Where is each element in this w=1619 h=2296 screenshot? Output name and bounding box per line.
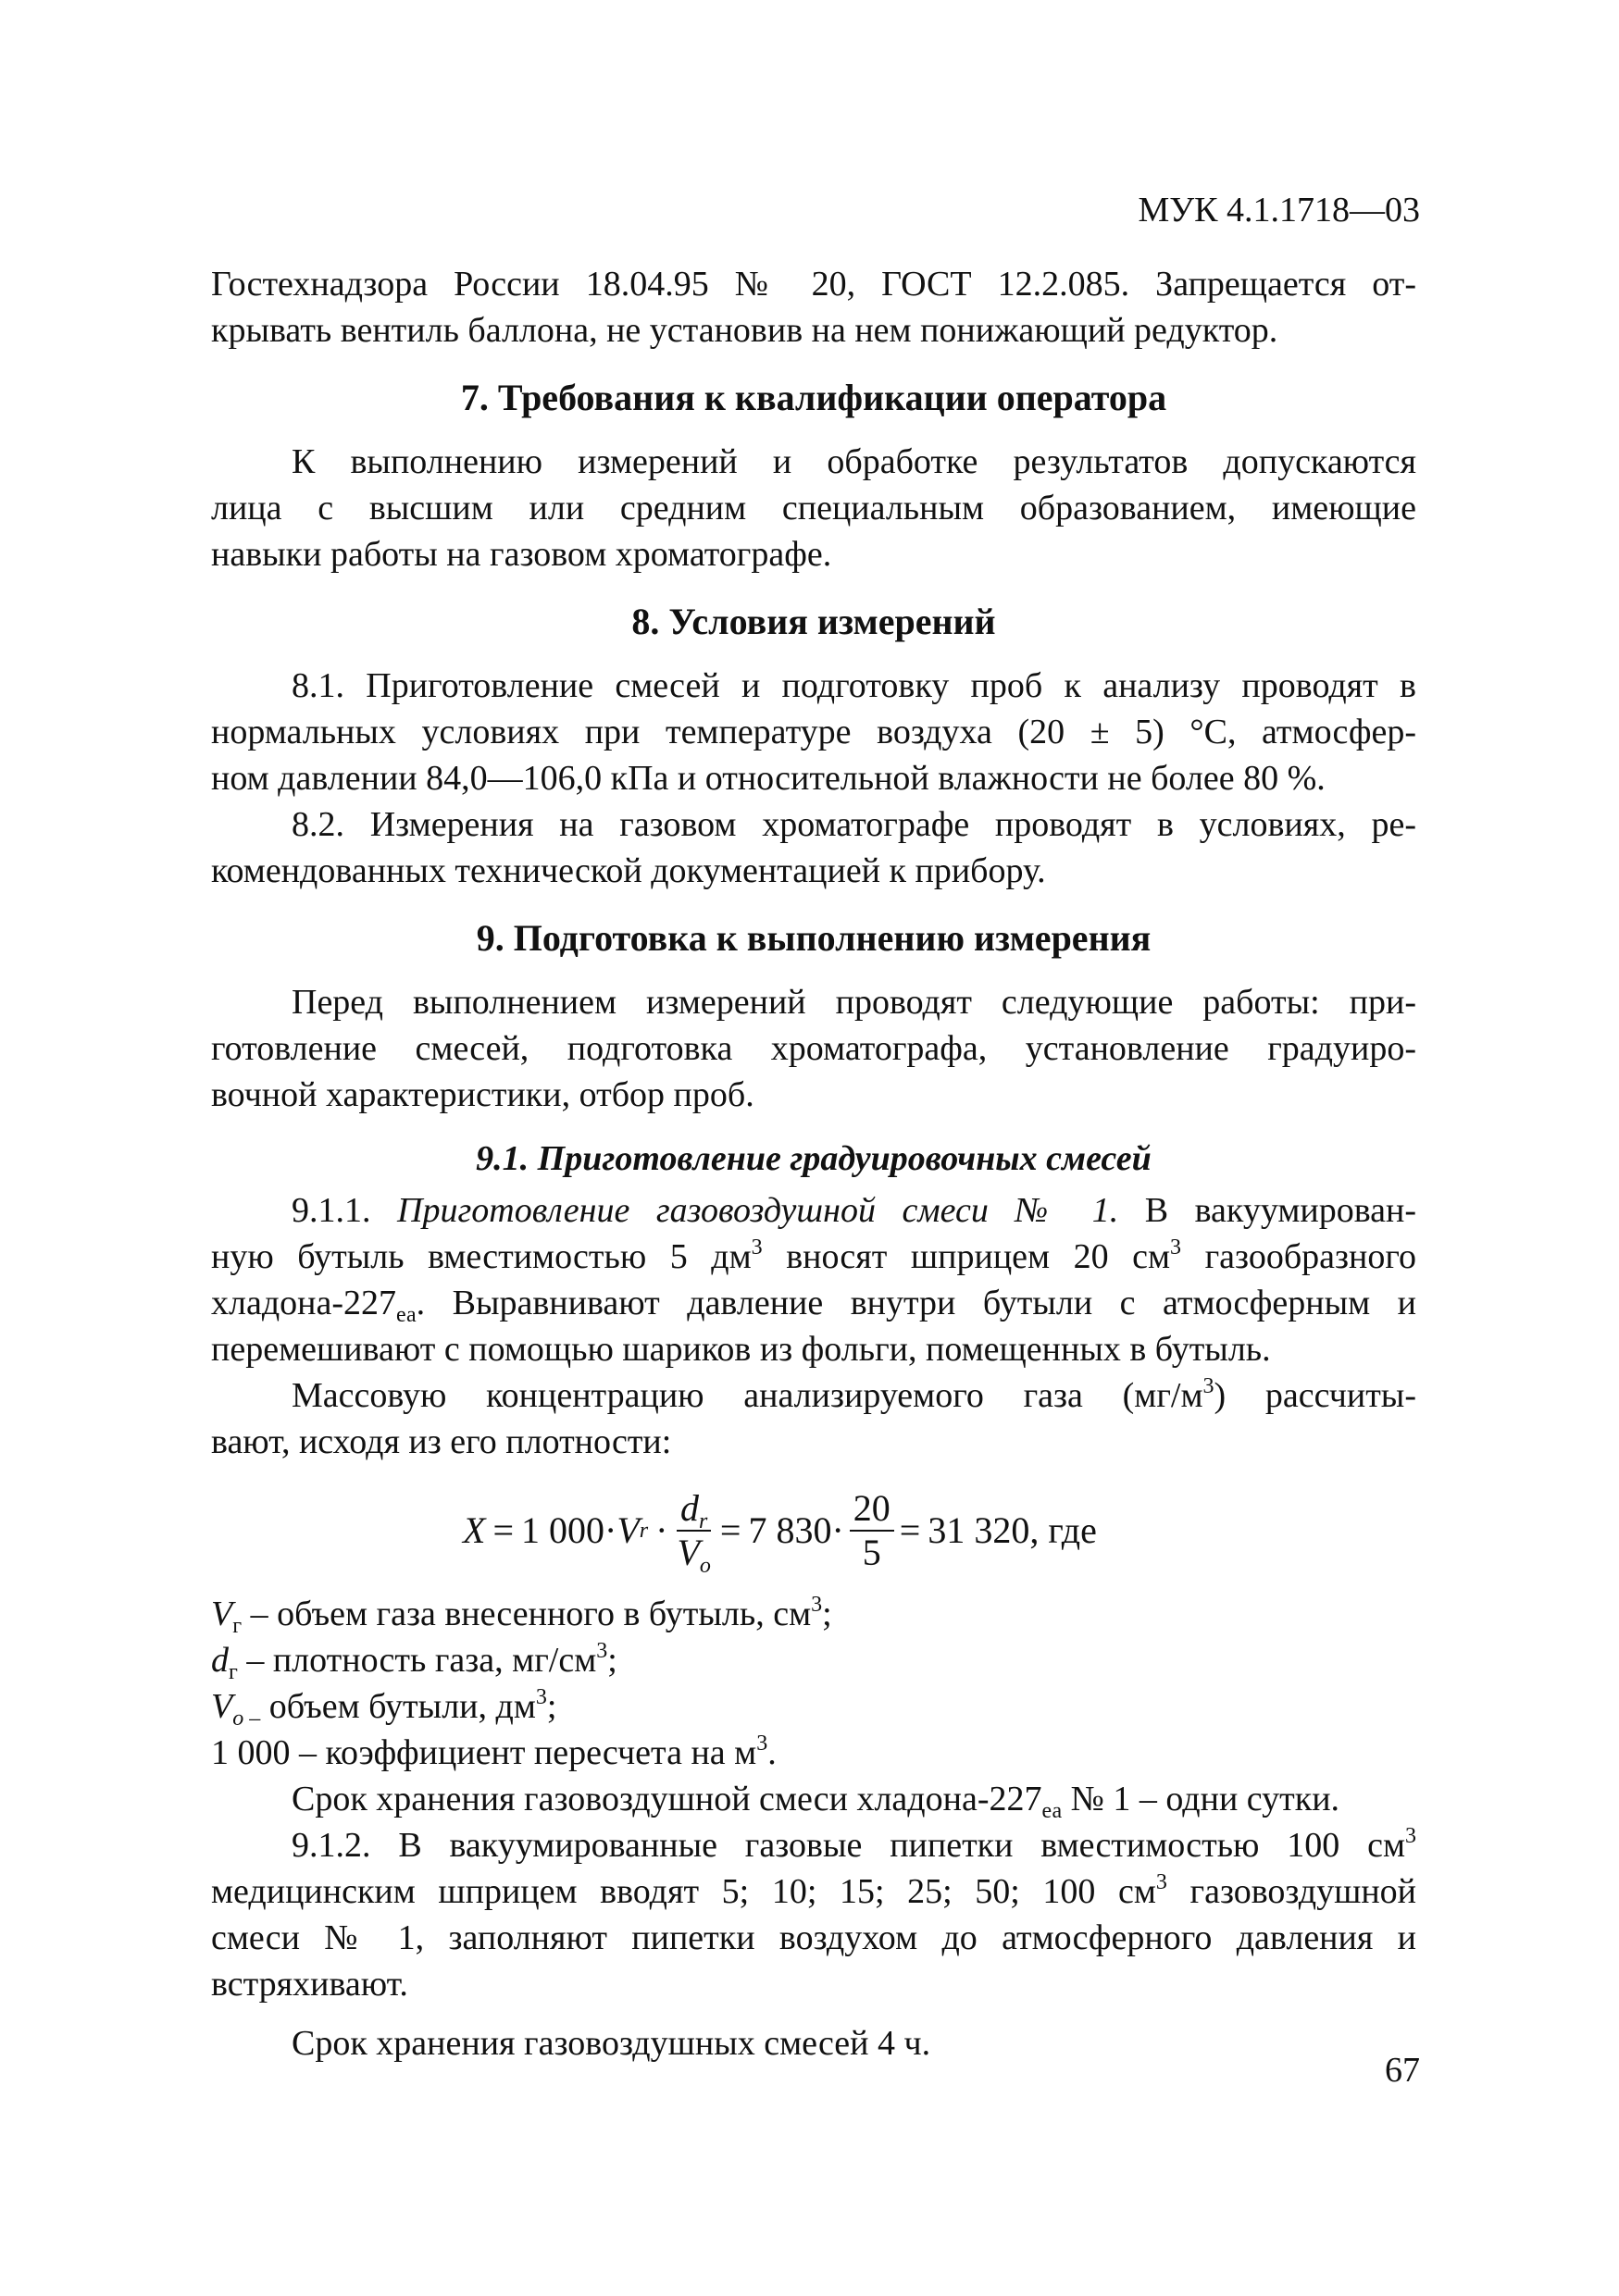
s8-p2-line-1: 8.2. Измерения на газовом хроматографе проводят в условиях, ре- [292, 805, 1416, 844]
density-fraction: $\frac{d_r}{V_o}$ [677, 1487, 711, 1578]
concentration-formula [211, 1478, 1416, 1587]
p911-line-4: перемешивают с помощью шариков из фольги, помещенных в бутыль. [211, 1330, 1271, 1369]
s8-p1-line-1: 8.1. Приготовление смесей и подготовку проб к анализу проводят в [292, 666, 1416, 705]
section-9-title: 9. Подготовка к выполнению измерения [476, 917, 1152, 959]
intro-line-2: крывать вентиль баллона, не установив на нем понижающий редуктор. [211, 311, 1278, 350]
def-dr: $d_г$ – плотность газа, $мг/см^3$; [211, 1639, 617, 1684]
formula-definitions [211, 1591, 1416, 1776]
storage-mix-1: Срок хранения газовоздушной смеси хладона-$227_{еа}$ № 1 – одни сутки. [292, 1780, 1340, 1823]
p912-line-4: встряхивают. [211, 1965, 408, 2004]
p912-line-2: медицинским шприцем вводят 5; 10; 15; 25; 50; 100 $см^3$ газовоздушной [211, 1870, 1417, 1911]
p912-line-1: 9.1.2. В вакуумированные газовые пипетки вместимостью 100 $см^3$ [292, 1824, 1416, 1865]
s8-p2-line-2: комендованных технической документацией к прибору. [211, 851, 1046, 890]
p911-line-1: 9.1.1. Приготовление газовоздушной смеси № 1. В вакуумирован- [292, 1191, 1417, 1230]
page-number: 67 [1385, 2051, 1420, 2090]
p911-line-2: ную бутыль вместимостью 5 $дм^3$ вносят шприцем 20 $см^3$ газообразного [211, 1235, 1417, 1276]
page-content [211, 261, 1416, 2066]
formula-line: X = 1 000 · V r · $\frac{d_r}{V_o}$ = 7 830 · $\frac{20}{5}$ = 31 320 , где [463, 1487, 1097, 1578]
section-7-title: 7. Требования к квалификации оператора [460, 377, 1167, 418]
p911-line-3: хладона-$227_{еа}$. Выравнивают давление внутри бутыли с атмосферным и [211, 1284, 1416, 1327]
s8-p1-line-2: нормальных условиях при температуре воздуха (20 ± 5) °С, атмосфер- [211, 713, 1416, 751]
storage-mixes: Срок хранения газовоздушных смесей 4 ч. [292, 2024, 931, 2063]
doc-code-header: МУК 4.1.1718—03 [1138, 191, 1420, 230]
subsection-9-1-title: 9.1. Приготовление градуировочных смесей [476, 1139, 1152, 1178]
s7-line-1: К выполнению измерений и обработке результатов допускаются [292, 442, 1416, 481]
p911b-line-2: вают, исходя из его плотности: [211, 1422, 672, 1461]
intro-line-1: Гостехнадзора России 18.04.95 № 20, ГОСТ 12.2.085. Запрещается от- [211, 265, 1416, 304]
s8-p1-line-3: ном давлении 84,0—106,0 кПа и относительной влажности не более 80 %. [211, 759, 1326, 798]
def-vr: $V_г$ – объем газа внесенного в бутыль, $см^3$; [211, 1593, 832, 1638]
s7-line-2: лица с высшим или средним специальным образованием, имеющие [211, 489, 1416, 527]
p912-line-3: смеси № 1, заполняют пипетки воздухом до атмосферного давления и [211, 1918, 1416, 1957]
def-coef: 1 000 – коэффициент пересчета на $м^3$. [211, 1731, 777, 1772]
volume-fraction: $\frac{20}{5}$ [850, 1487, 894, 1574]
s9-line-3: вочной характеристики, отбор проб. [211, 1075, 754, 1114]
s9-line-1: Перед выполнением измерений проводят следующие работы: при- [292, 983, 1416, 1022]
def-vo: $V_{о -}$ объем бутыли, $дм^3$; [211, 1685, 557, 1731]
s9-line-2: готовление смесей, подготовка хроматографа, установление градуиро- [211, 1029, 1416, 1068]
s7-line-3: навыки работы на газовом хроматографе. [211, 535, 832, 574]
section-8-title: 8. Условия измерений [631, 601, 996, 642]
p911b-line-1: Массовую концентрацию анализируемого газа $(мг/м^3)$ рассчиты- [292, 1374, 1416, 1415]
